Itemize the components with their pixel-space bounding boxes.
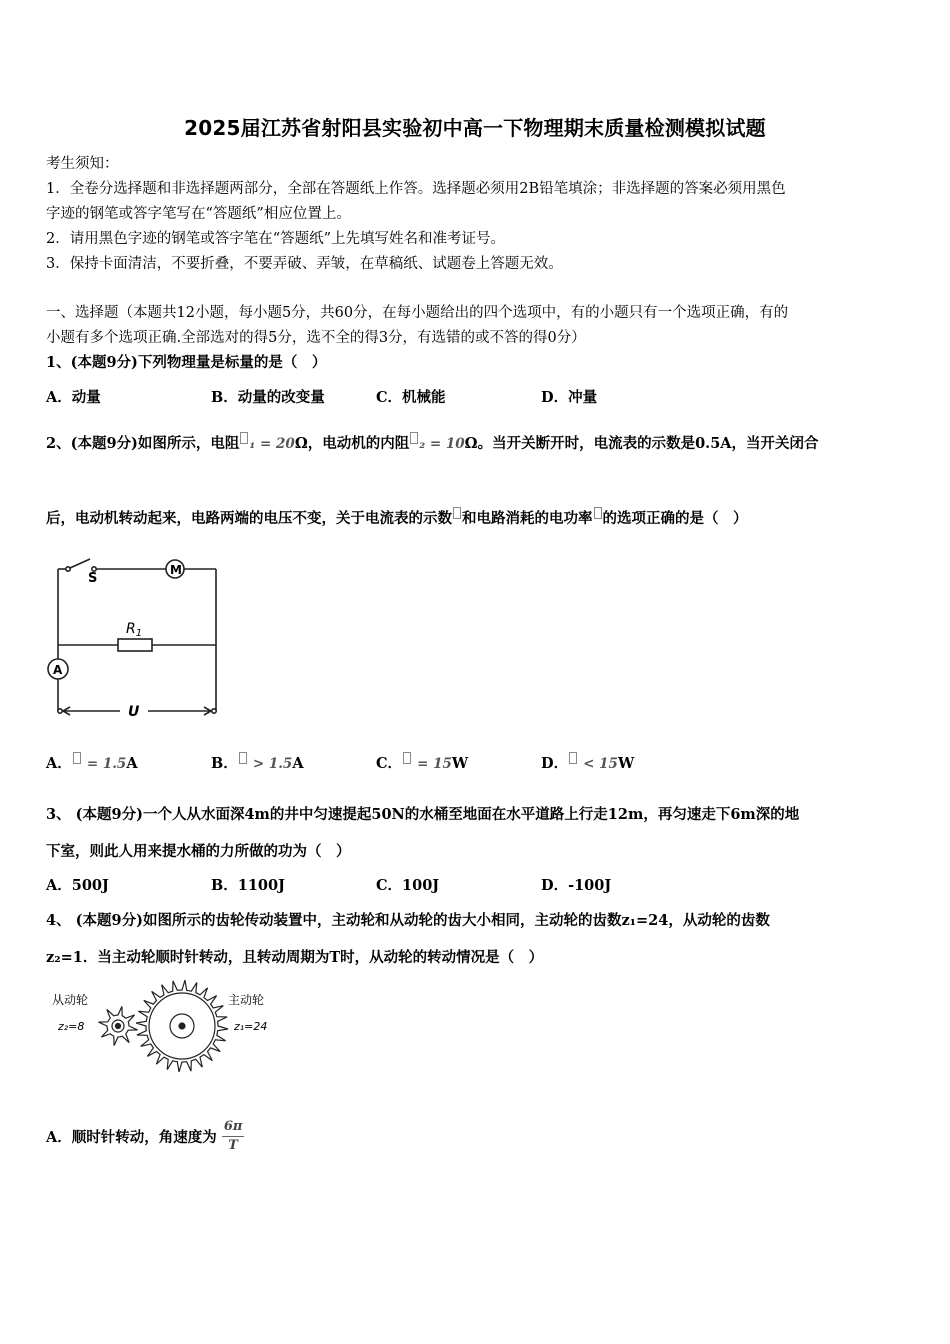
- q2-r1-formula: ₁ = 20: [249, 436, 295, 452]
- voltage-label: U: [128, 704, 140, 720]
- q3-option-b: B．1100J: [211, 877, 285, 894]
- missing-glyph-icon: [239, 752, 247, 764]
- q4-option-a: A．顺时针转动，角速度为 $\frac{6\pi}{T}$: [46, 1119, 243, 1153]
- section-header-2: 小题有多个选项正确.全部选对的得5分，选不全的得3分，有选错的或不答的得0分）: [46, 330, 586, 346]
- q2-stem-line2: [46, 507, 748, 528]
- q2-text-2: Ω，电动机的内阻: [294, 435, 410, 452]
- q1-option-a: A．动量: [46, 389, 101, 406]
- q1-stem: 1、(本题9分)下列物理量是标量的是（ ）: [46, 354, 327, 371]
- notice-item-1b: 字迹的钢笔或答字笔写在“答题纸”相应位置上。: [46, 206, 351, 222]
- q3-option-a: A．500J: [46, 877, 109, 894]
- q1-option-b: B．动量的改变量: [211, 389, 325, 406]
- follower-label: 从动轮: [52, 993, 89, 1007]
- q2-text-4: 后，电动机转动起来，电路两端的电压不变，关于电流表的示数: [46, 510, 452, 527]
- q2-circuit-diagram: [44, 555, 224, 725]
- notice-item-3: 3．保持卡面清洁，不要折叠，不要弄破、弄皱，在草稿纸、试题卷上答题无效。: [46, 256, 563, 272]
- missing-glyph-icon: [240, 432, 248, 444]
- q2-text-6: 的选项正确的是（ ）: [602, 510, 748, 527]
- q2-text-5: 和电路消耗的电功率: [462, 510, 593, 527]
- q2-stem-line1: [46, 432, 819, 453]
- q2-option-a: A． = 1.5A: [46, 752, 138, 773]
- missing-glyph-icon: [594, 507, 602, 519]
- missing-glyph-icon: [410, 432, 418, 444]
- q1-option-c: C．机械能: [376, 389, 446, 406]
- notice-item-2: 2．请用黑色字迹的钢笔或答字笔在“答题纸”上先填写姓名和准考证号。: [46, 231, 506, 247]
- driver-gear-axle: [179, 1023, 185, 1029]
- q2-option-d: D． < 15W: [541, 752, 634, 773]
- follower-gear-axle: [116, 1024, 121, 1029]
- q3-stem-line2: 下室，则此人用来提水桶的力所做的功为（ ）: [46, 843, 351, 860]
- q2-r2-formula: ₂ = 10: [419, 436, 465, 452]
- switch-label: S: [88, 571, 98, 586]
- missing-glyph-icon: [453, 507, 461, 519]
- missing-glyph-icon: [403, 752, 411, 764]
- q2-option-b: B． > 1.5A: [211, 752, 304, 773]
- q1-option-d: D．冲量: [541, 389, 598, 406]
- ammeter-label: A: [53, 663, 63, 677]
- q4-stem-line2: z₂=1．当主动轮顺时针转动，且转动周期为T时，从动轮的转动情况是（ ）: [46, 949, 544, 966]
- missing-glyph-icon: [569, 752, 577, 764]
- missing-glyph-icon: [73, 752, 81, 764]
- page-title: 2025届江苏省射阳县实验初中高一下物理期末质量检测模拟试题: [184, 116, 766, 140]
- q2-text-3: Ω。当开关断开时，电流表的示数是0.5A，当开关闭合: [464, 435, 819, 452]
- driver-teeth: z₁=24: [234, 1020, 268, 1033]
- q3-stem-line1: 3、 (本题9分)一个人从水面深4m的井中匀速提起50N的水桶至地面在水平道路上行走12m，再匀速走下6m深的地: [46, 806, 800, 823]
- resistor-label: $R_1$: [126, 621, 143, 639]
- notice-item-1a: 1．全卷分选择题和非选择题两部分，全部在答题纸上作答。选择题必须用2B铅笔填涂；非选择题的答案必须用黑色: [46, 181, 786, 197]
- q3-option-c: C．100J: [376, 877, 440, 894]
- follower-gear: [98, 1006, 137, 1045]
- angular-velocity-fraction: $\frac{6\pi}{T}$: [223, 1119, 243, 1153]
- q2-option-c: C． = 15W: [376, 752, 468, 773]
- follower-teeth: z₂=8: [58, 1020, 85, 1033]
- notice-heading: 考生须知：: [46, 156, 119, 172]
- q4-gear-diagram: [48, 978, 288, 1078]
- q2-text-1: 2、(本题9分)如图所示，电阻: [46, 435, 240, 452]
- section-header-1: 一、选择题（本题共12小题，每小题5分，共60分，在每小题给出的四个选项中，有的小题只有一个选项正确，有的: [46, 305, 789, 321]
- q4-stem-line1: 4、 (本题9分)如图所示的齿轮传动装置中，主动轮和从动轮的齿大小相同，主动轮的齿数z₁=24，从动轮的齿数: [46, 912, 770, 929]
- driver-gear: [136, 980, 228, 1072]
- motor-label: M: [170, 563, 182, 577]
- driver-label: 主动轮: [228, 993, 265, 1007]
- q3-option-d: D．-100J: [541, 877, 612, 894]
